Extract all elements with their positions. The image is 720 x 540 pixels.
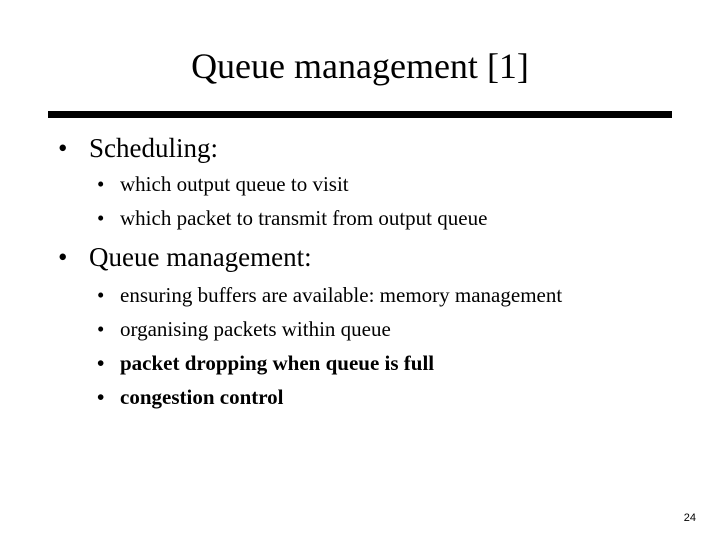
sub-bullet-text: congestion control <box>120 385 284 409</box>
sub-bullet-item <box>97 278 562 312</box>
queue-management-sub-list <box>97 278 562 414</box>
sub-bullet-text: ensuring buffers are available: memory management <box>120 283 563 307</box>
sub-bullet-item <box>97 167 487 201</box>
sub-bullet-item <box>97 346 562 380</box>
bullet-heading: Queue management: <box>89 242 312 272</box>
sub-bullet-marker: • <box>97 317 105 341</box>
sub-bullet-text: packet dropping when queue is full <box>120 351 435 375</box>
sub-bullet-text: organising packets within queue <box>120 317 391 341</box>
sub-bullet-marker: • <box>97 351 105 375</box>
sub-bullet-text: which packet to transmit from output queue <box>120 206 488 230</box>
scheduling-sub-list <box>97 167 487 235</box>
bullet-scheduling <box>58 132 218 164</box>
sub-bullet-item <box>97 201 487 235</box>
sub-bullet-marker: • <box>97 206 105 230</box>
bullet-marker: • <box>58 133 68 163</box>
sub-bullet-marker: • <box>97 283 105 307</box>
sub-bullet-item <box>97 380 562 414</box>
title-divider <box>48 111 672 118</box>
sub-bullet-text: which output queue to visit <box>120 172 349 196</box>
bullet-heading: Scheduling: <box>89 133 218 163</box>
sub-bullet-item <box>97 312 562 346</box>
sub-bullet-marker: • <box>97 385 105 409</box>
bullet-marker: • <box>58 242 68 272</box>
page-number: 24 <box>683 512 696 524</box>
bullet-queue-management <box>58 241 312 273</box>
sub-bullet-marker: • <box>97 172 105 196</box>
slide-title: Queue management [1] <box>191 46 529 86</box>
